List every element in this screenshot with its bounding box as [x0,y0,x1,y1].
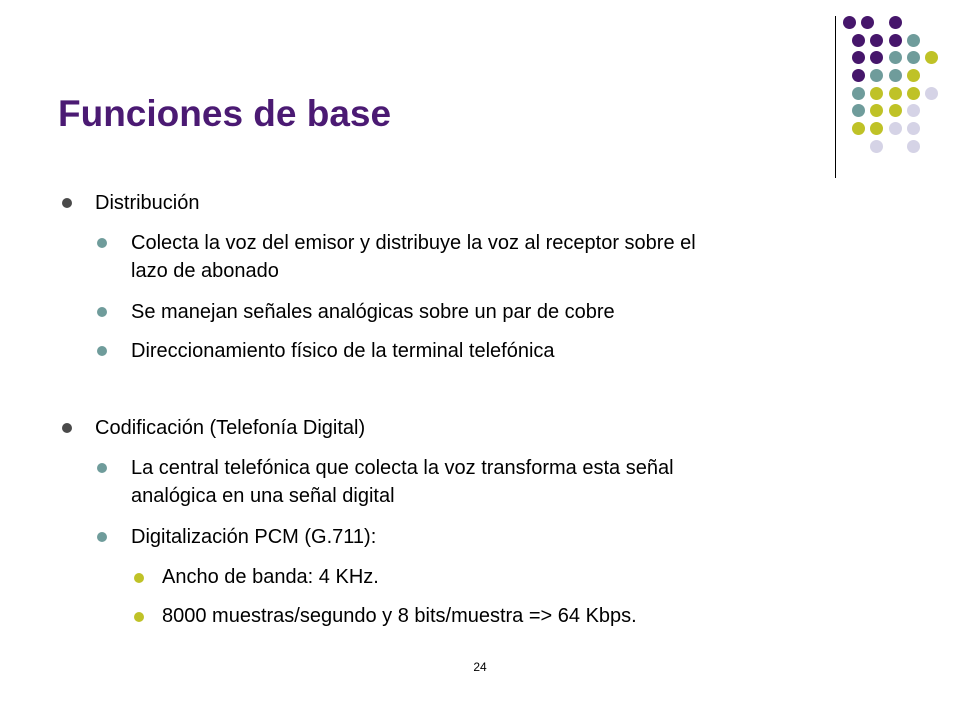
dot-lavender [889,122,902,135]
sub-list-item: 8000 muestras/segundo y 8 bits/muestra => 64 Kbps. [162,605,637,627]
dot-purple [843,16,856,29]
decorative-divider [835,16,836,178]
bullet-level1-icon [62,423,72,433]
dot-purple [870,34,883,47]
list-item-continuation: analógica en una señal digital [131,485,395,507]
dot-teal [889,69,902,82]
bullet-level2-icon [97,532,107,542]
dot-olive [870,87,883,100]
dot-teal [889,51,902,64]
list-item: Colecta la voz del emisor y distribuye la voz al receptor sobre el [131,232,696,254]
bullet-level2-icon [97,463,107,473]
dot-purple [889,16,902,29]
list-item: Digitalización PCM (G.711): [131,526,377,548]
dot-purple [852,34,865,47]
bullet-level2-icon [97,346,107,356]
list-item-continuation: lazo de abonado [131,260,279,282]
dot-purple [889,34,902,47]
bullet-level2-icon [97,238,107,248]
dot-teal [907,34,920,47]
dot-lavender [907,104,920,117]
sub-list-item: Ancho de banda: 4 KHz. [162,566,379,588]
bullet-level1-icon [62,198,72,208]
dot-lavender [907,122,920,135]
dot-purple [852,51,865,64]
page-number: 24 [473,660,487,674]
dot-olive [907,87,920,100]
dot-teal [907,51,920,64]
slide-title: Funciones de base [58,93,392,134]
dot-teal [852,104,865,117]
bullet-level3-icon [134,573,144,583]
list-item: Direccionamiento físico de la terminal telefónica [131,340,555,362]
dot-lavender [925,87,938,100]
dot-olive [889,87,902,100]
dot-olive [907,69,920,82]
dot-olive [852,122,865,135]
dot-teal [870,69,883,82]
dot-olive [889,104,902,117]
dot-lavender [870,140,883,153]
bullet-level2-icon [97,307,107,317]
bullet-level3-icon [134,612,144,622]
dot-purple [870,51,883,64]
dot-purple [852,69,865,82]
dot-olive [925,51,938,64]
dot-teal [852,87,865,100]
dot-olive [870,122,883,135]
section-heading: Distribución [95,192,200,214]
list-item: La central telefónica que colecta la voz transforma esta señal [131,457,674,479]
dot-lavender [907,140,920,153]
section-heading: Codificación (Telefonía Digital) [95,417,366,439]
list-item: Se manejan señales analógicas sobre un par de cobre [131,301,615,323]
dot-purple [861,16,874,29]
dot-olive [870,104,883,117]
